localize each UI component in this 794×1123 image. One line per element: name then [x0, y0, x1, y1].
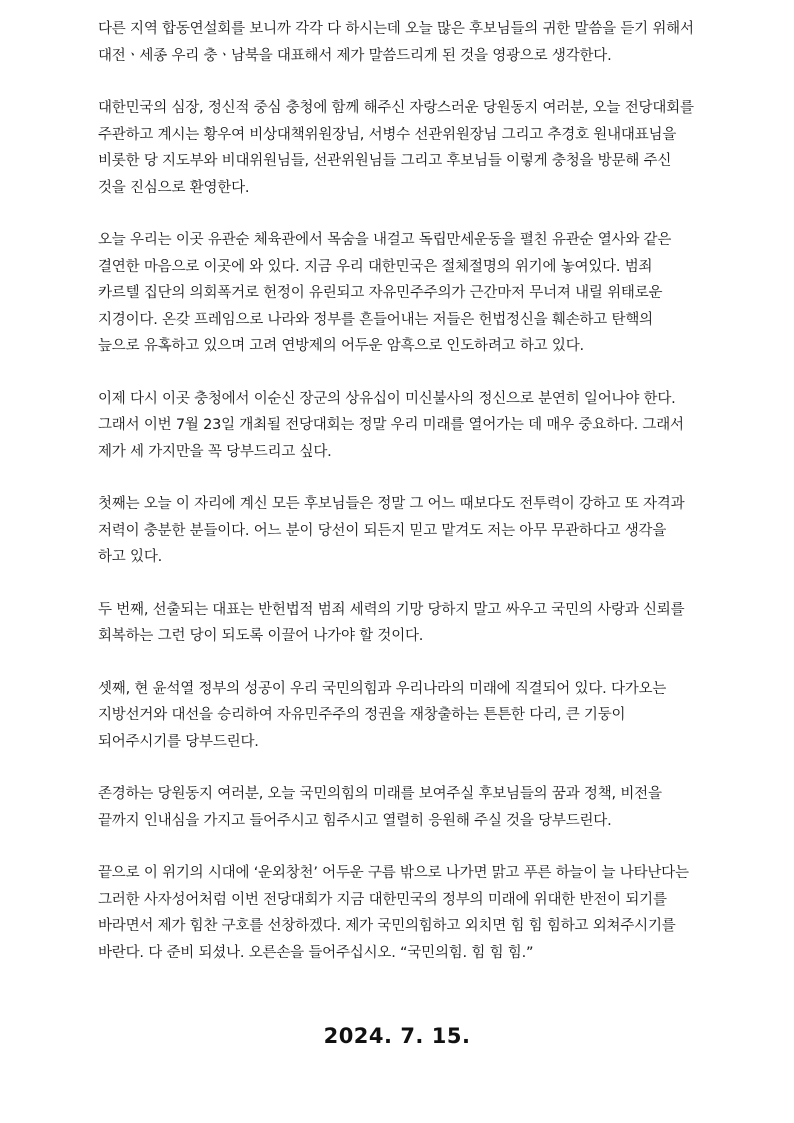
paragraph-9: 끝으로 이 위기의 시대에 ‘운외창천’ 어두운 구름 밖으로 나가면 맑고 푸른 하늘이 늘 나타난다는 그러한 사자성어처럼 이번 전당대회가 지금 대한민국의 정부의 미래에 위대한 반전이 되기를 바라면서 제가 힘찬 구호를 선창하겠다. 제가 국민의힘하고 외치면 힘 힘 힘하고 외쳐주시기를 바란다. 다 준비 되셨나. 오른손을 들어주십시오. “국민의힘. 힘 힘 힘.”	[98, 865, 689, 961]
document-body	[98, 16, 698, 992]
paragraph-1: 다른 지역 합동연설회를 보니까 각각 다 하시는데 오늘 많은 후보님들의 귀한 말씀을 듣기 위해서 대전ㆍ세종 우리 충ㆍ남북을 대표해서 제가 말씀드리게 된 것을 영광으로 생각한다.	[98, 21, 694, 64]
paragraph-5: 첫째는 오늘 이 자리에 계신 모든 후보님들은 정말 그 어느 때보다도 전투력이 강하고 또 자격과 저력이 충분한 분들이다. 어느 분이 당선이 되든지 믿고 맡겨도 저는 아무 무관하다고 생각을 하고 있다.	[98, 496, 685, 565]
paragraph-4: 이제 다시 이곳 충청에서 이순신 장군의 상유십이 미신불사의 정신으로 분연히 일어나야 한다. 그래서 이번 7월 23일 개최될 전당대회는 정말 우리 미래를 열어가는 데 매우 중요하다. 그래서 제가 세 가지만을 꼭 당부드리고 싶다.	[98, 390, 684, 460]
paragraph-2: 대한민국의 심장, 정신적 중심 충청에 함께 해주신 자랑스러운 당원동지 여러분, 오늘 전당대회를 주관하고 계시는 황우여 비상대책위원장님, 서병수 선관위원장님 그리고 추경호 원내대표님을 비롯한 당 지도부와 비대위원님들, 선관위원님들 그리고 후보님들 이렇게 충청을 방문해 주신 것을 진심으로 환영한다.	[98, 100, 694, 196]
paragraph-8: 존경하는 당원동지 여러분, 오늘 국민의힘의 미래를 보여주실 후보님들의 꿈과 정책, 비전을 끝까지 인내심을 가지고 들어주시고 힘주시고 열렬히 응원해 주실 것을 당부드린다.	[98, 786, 662, 829]
paragraph-3: 오늘 우리는 이곳 유관순 체육관에서 목숨을 내걸고 독립만세운동을 펼친 유관순 열사와 같은 결연한 마음으로 이곳에 와 있다. 지금 우리 대한민국은 절체절명의 위기에 놓여있다. 범죄 카르텔 집단의 의회폭거로 헌정이 유린되고 자유민주주의가 근간마저 무너져 내릴 위태로운 지경이다. 온갖 프레임으로 나라와 정부를 흔들어내는 저들은 헌법정신을 훼손하고 탄핵의 늪으로 유혹하고 있으며 고려 연방제의 어두운 암흑으로 인도하려고 하고 있다.	[98, 232, 672, 354]
paragraph-6: 두 번째, 선출되는 대표는 반헌법적 범죄 세력의 기망 당하지 말고 싸우고 국민의 사랑과 신뢰를 회복하는 그런 당이 되도록 이끌어 나가야 할 것이다.	[98, 601, 685, 644]
paragraph-7: 셋째, 현 윤석열 정부의 성공이 우리 국민의힘과 우리나라의 미래에 직결되어 있다. 다가오는 지방선거와 대선을 승리하여 자유민주주의 정권을 재창출하는 튼튼한 다리, 큰 기둥이 되어주시기를 당부드린다.	[98, 680, 667, 750]
document-date: 2024. 7. 15.	[323, 1024, 471, 1048]
